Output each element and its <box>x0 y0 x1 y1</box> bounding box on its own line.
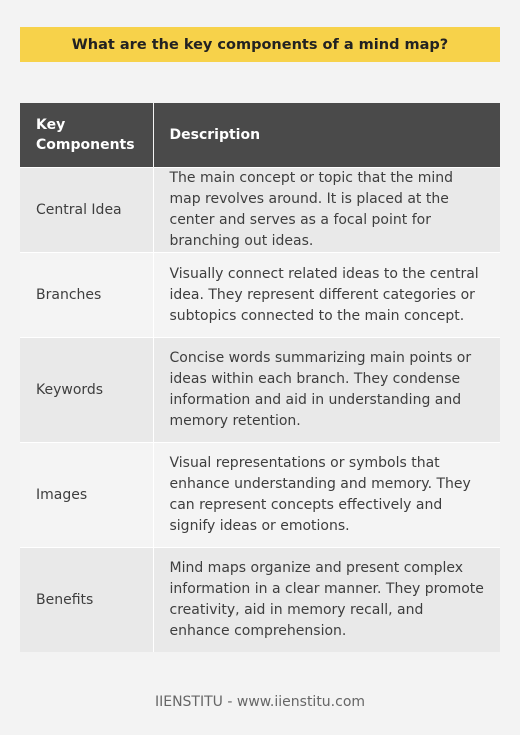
table-header-row <box>20 103 500 168</box>
description-cell: Mind maps organize and present complex information in a clear manner. They promote creativity, aid in memory recall, and enhance comprehension. <box>153 548 500 653</box>
description-cell: Concise words summarizing main points or ideas within each branch. They condense information and aid in understanding and memory retention. <box>153 338 500 443</box>
component-cell: Images <box>20 443 153 548</box>
table-row <box>20 443 500 548</box>
description-cell: Visual representations or symbols that enhance understanding and memory. They can represent concepts effectively and signify ideas or emotions. <box>153 443 500 548</box>
title-banner <box>20 27 500 62</box>
description-cell: Visually connect related ideas to the central idea. They represent different categories or subtopics connected to the main concept. <box>153 253 500 338</box>
header-description: Description <box>153 103 500 168</box>
description-cell: The main concept or topic that the mind map revolves around. It is placed at the center and serves as a focal point for branching out ideas. <box>153 168 500 253</box>
table-row <box>20 338 500 443</box>
component-cell: Branches <box>20 253 153 338</box>
component-cell: Central Idea <box>20 168 153 253</box>
table-row <box>20 253 500 338</box>
table-row <box>20 548 500 653</box>
footer-credit: IIENSTITU - www.iienstitu.com <box>154 694 366 710</box>
components-table <box>20 103 500 652</box>
page-title: What are the key components of a mind map? <box>71 36 449 53</box>
header-key-components: Key Components <box>20 103 153 168</box>
component-cell: Benefits <box>20 548 153 653</box>
table-row <box>20 168 500 253</box>
component-cell: Keywords <box>20 338 153 443</box>
